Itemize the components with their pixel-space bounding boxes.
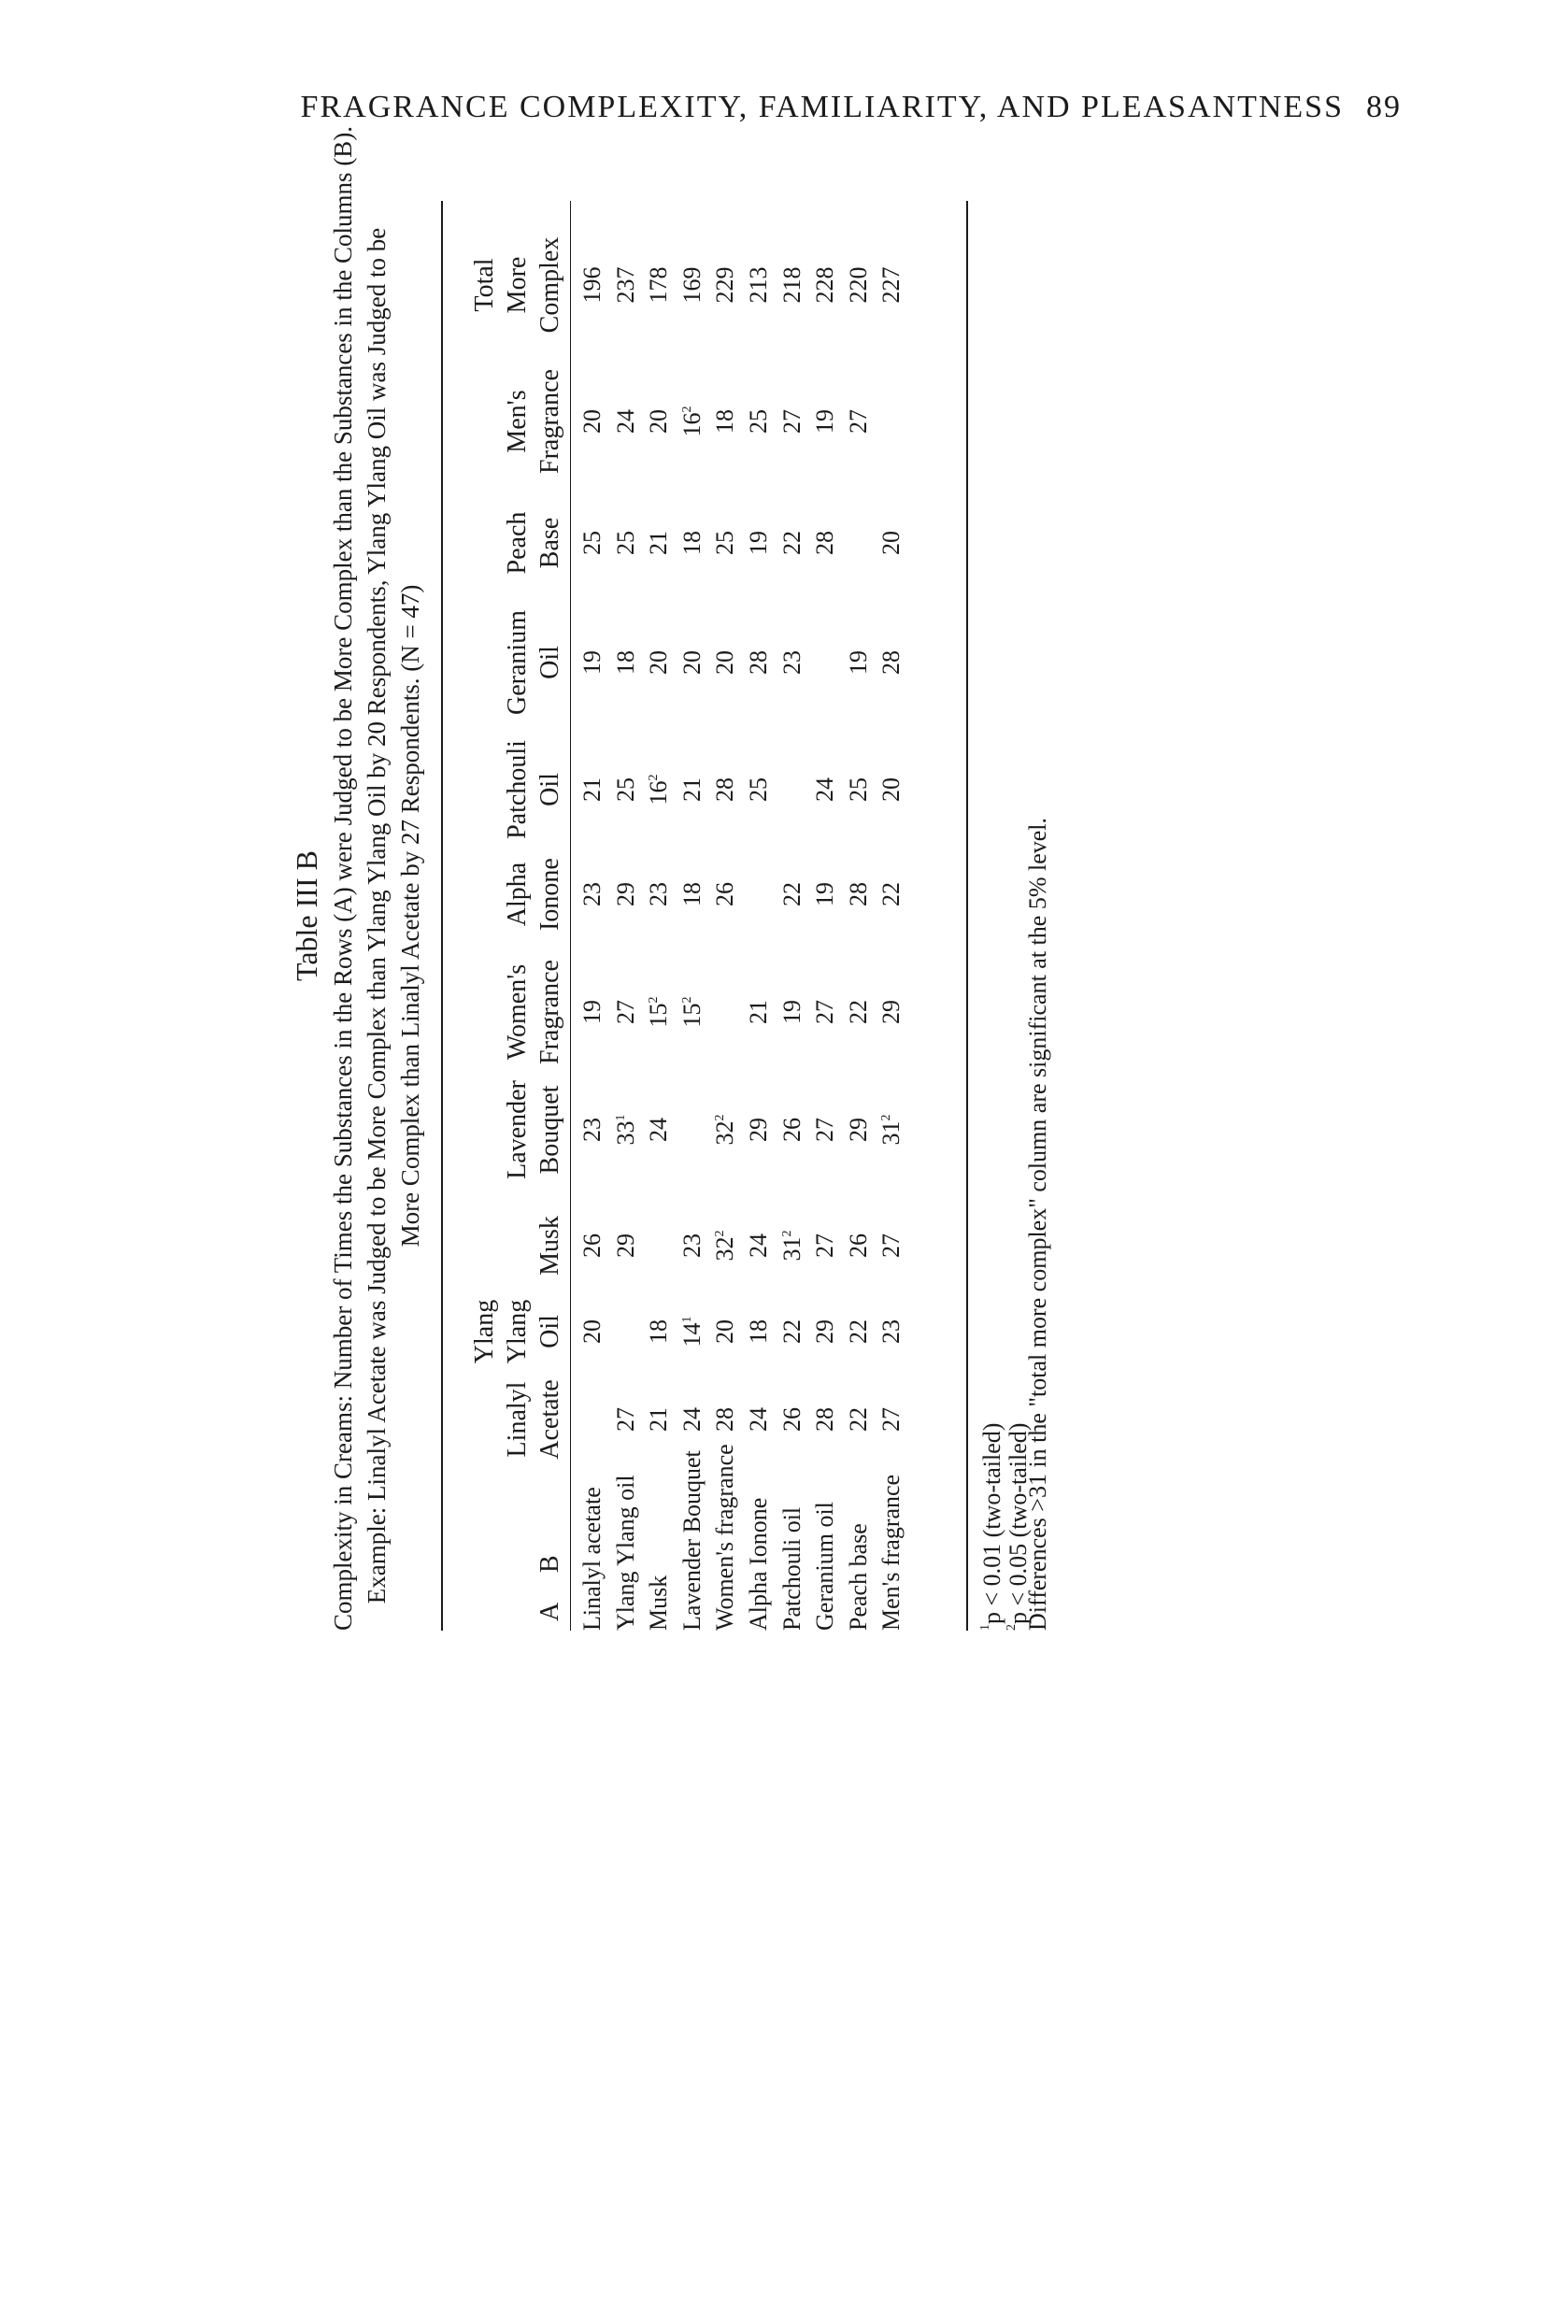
footnote-text: p < 0.01 (two-tailed) <box>978 1422 1005 1624</box>
cell-value: 27 <box>811 1000 839 1024</box>
table-cell <box>842 369 875 474</box>
column-header-line: Fragrance <box>535 369 564 474</box>
cell-value: 15 <box>645 1003 673 1028</box>
column-header-line: Acetate <box>535 1379 564 1460</box>
cell-value: 196 <box>578 266 606 304</box>
table-cell <box>808 960 841 1064</box>
cell-value: 18 <box>677 531 706 555</box>
cell-value: 29 <box>611 1233 639 1258</box>
table-cell <box>742 369 775 474</box>
table-caption-line: Example: Linalyl Acetate was Judged to be More Complex than Ylang Ylang Oil by 20 Respondents, Ylang Ylang Oil was Judged to be <box>363 227 391 1604</box>
table-cell <box>808 737 841 842</box>
table-cell <box>776 233 808 337</box>
row-label: Linalyl acetate <box>578 1487 606 1631</box>
cell-value: 21 <box>745 1000 772 1024</box>
column-header-line: Lavender <box>503 1080 532 1179</box>
table-cell <box>776 1193 808 1298</box>
column-header-line: Complex <box>535 236 564 334</box>
table-cell <box>776 960 808 1064</box>
cell-value: 23 <box>578 882 606 906</box>
table-cell <box>708 491 741 595</box>
corner-header <box>450 1472 566 1621</box>
column-header-line: Men's <box>503 390 532 453</box>
table-cell <box>609 369 642 474</box>
cell-value: 27 <box>611 1407 639 1432</box>
column-header-line: Linalyl <box>503 1381 532 1458</box>
row-label: Geranium oil <box>811 1502 839 1631</box>
table-cell <box>609 960 642 1064</box>
cell-value: 237 <box>611 266 639 304</box>
table-cell <box>676 233 708 337</box>
cell-value: 25 <box>578 531 606 555</box>
cell-value: 25 <box>611 777 639 802</box>
table-cell <box>875 842 907 947</box>
cell-value: 27 <box>844 409 872 434</box>
table-cell <box>776 369 808 474</box>
table-cell <box>708 610 741 715</box>
table-cell <box>576 233 608 337</box>
row-label: Alpha Ionone <box>745 1497 772 1631</box>
column-header <box>450 472 566 614</box>
table-cell <box>676 369 708 474</box>
row-label: Women's fragrance <box>711 1444 739 1631</box>
cell-value: 27 <box>611 1000 639 1024</box>
row-label: Lavender Bouquet <box>677 1450 706 1631</box>
table-cell <box>576 737 608 842</box>
cell-value: 20 <box>645 650 673 675</box>
cell-value: 23 <box>877 1319 905 1344</box>
column-header-line: Ylang <box>503 1299 532 1364</box>
cell-value: 24 <box>645 1118 673 1142</box>
significance-mark: 1 <box>613 1114 628 1121</box>
table-cell <box>776 610 808 715</box>
cell-value: 213 <box>745 266 772 304</box>
column-header-line: Oil <box>535 773 564 806</box>
cell-value: 28 <box>844 882 872 906</box>
table-cell <box>708 1193 741 1298</box>
table-caption-line: More Complex than Linalyl Acetate by 27 Respondents. (N = 47) <box>396 584 424 1248</box>
column-header-line: Women's <box>503 963 532 1061</box>
cell-value: 27 <box>877 1233 905 1258</box>
significance-mark: 2 <box>713 1230 728 1237</box>
cell-value: 33 <box>611 1120 639 1146</box>
column-header-line: Bouquet <box>535 1085 564 1175</box>
cell-value: 25 <box>745 409 772 434</box>
table-cell <box>842 960 875 1064</box>
table-cell <box>642 1077 675 1182</box>
cell-value: 26 <box>578 1233 606 1258</box>
cell-value: 18 <box>611 650 639 675</box>
table-cell <box>742 1077 775 1182</box>
cell-value: 14 <box>677 1322 706 1347</box>
cell-value: 20 <box>578 1319 606 1344</box>
column-header-line: Fragrance <box>535 960 564 1064</box>
cell-value: 27 <box>877 1407 905 1432</box>
table-cell <box>576 1193 608 1298</box>
cell-value: 20 <box>578 409 606 434</box>
cell-value: 22 <box>844 1000 872 1024</box>
significance-mark: 2 <box>879 1114 894 1121</box>
table-cell <box>642 233 675 337</box>
table-cell <box>676 491 708 595</box>
cell-value: 229 <box>711 266 739 304</box>
table-cell <box>808 1077 841 1182</box>
table-cell <box>676 1193 708 1298</box>
column-header-line: Ylang <box>470 1299 499 1364</box>
table-cell <box>642 737 675 842</box>
row-label: Musk <box>645 1575 673 1631</box>
cell-value: 21 <box>578 777 606 802</box>
cell-value: 20 <box>877 531 905 555</box>
cell-value: 22 <box>777 531 805 555</box>
table-cell <box>609 842 642 947</box>
cell-value: 23 <box>578 1118 606 1142</box>
cell-value: 24 <box>677 1407 706 1432</box>
cell-value: 21 <box>645 531 673 555</box>
cell-value: 27 <box>777 409 805 434</box>
table-cell <box>742 491 775 595</box>
cell-value: 28 <box>711 1407 739 1432</box>
cell-value: 20 <box>711 650 739 675</box>
cell-value: 32 <box>711 1120 739 1146</box>
table-cell <box>576 369 608 474</box>
column-header-line: Base <box>535 517 564 569</box>
table-bottom-rule <box>966 201 968 1631</box>
table-cell <box>576 842 608 947</box>
table-cell <box>708 369 741 474</box>
cell-value: 227 <box>877 266 905 304</box>
significance-mark: 2 <box>679 996 694 1004</box>
cell-value: 19 <box>578 650 606 675</box>
footnote <box>1022 201 1054 1631</box>
cell-value: 31 <box>877 1120 905 1146</box>
table-cell <box>676 960 708 1064</box>
cell-value: 25 <box>745 777 772 802</box>
significance-mark: 2 <box>647 996 662 1004</box>
table-cell <box>642 610 675 715</box>
cell-value: 15 <box>677 1003 706 1028</box>
cell-value: 29 <box>877 1000 905 1024</box>
table-cell <box>642 960 675 1064</box>
column-header-line: Geranium <box>503 610 532 715</box>
cell-value: 220 <box>844 266 872 304</box>
table-cell <box>776 842 808 947</box>
cell-value: 24 <box>811 777 839 802</box>
table-cell <box>808 842 841 947</box>
table-cell <box>875 233 907 337</box>
column-header-line: Oil <box>535 1315 564 1348</box>
footnote-text: p < 0.05 (two-tailed) <box>1005 1422 1032 1624</box>
table-cell <box>708 233 741 337</box>
table-cell <box>875 1077 907 1182</box>
column-header <box>450 350 566 492</box>
column-header <box>450 214 566 356</box>
cell-value: 24 <box>745 1233 772 1258</box>
table-cell <box>808 369 841 474</box>
cell-value: 19 <box>777 1000 805 1024</box>
table-cell <box>776 491 808 595</box>
footnote-text: Differences >31 in the "total more complex" column are significant at the 5% level. <box>1024 817 1051 1631</box>
table-cell <box>576 960 608 1064</box>
column-header <box>450 719 566 861</box>
footnote-mark: 2 <box>1005 1624 1019 1631</box>
cell-value: 27 <box>811 1233 839 1258</box>
cell-value: 18 <box>645 1319 673 1344</box>
cell-value: 32 <box>711 1236 739 1262</box>
cell-value: 18 <box>745 1319 772 1344</box>
cell-value: 24 <box>745 1407 772 1432</box>
significance-mark: 2 <box>679 406 694 413</box>
corner-b: B <box>535 1555 564 1573</box>
cell-value: 25 <box>611 531 639 555</box>
table-cell <box>609 610 642 715</box>
cell-value: 27 <box>811 1118 839 1142</box>
row-label: Peach base <box>844 1523 872 1631</box>
cell-value: 22 <box>877 882 905 906</box>
column-header-line: Peach <box>503 511 532 575</box>
table-top-rule <box>441 201 443 1631</box>
cell-value: 21 <box>677 777 706 802</box>
table-cell <box>875 491 907 595</box>
table-cell <box>742 960 775 1064</box>
cell-value: 28 <box>811 1407 839 1432</box>
cell-value: 28 <box>877 650 905 675</box>
table-cell <box>609 1077 642 1182</box>
table-cell <box>808 491 841 595</box>
table-cell <box>742 610 775 715</box>
table-caption-line: Complexity in Creams: Number of Times the Substances in the Rows (A) were Judged to be More Complex than the Substances in the Columns (B). <box>329 125 357 1631</box>
cell-value: 28 <box>711 777 739 802</box>
row-label: Patchouli oil <box>777 1506 805 1631</box>
significance-mark: 2 <box>713 1114 728 1121</box>
cell-value: 26 <box>844 1233 872 1258</box>
table-cell <box>742 1193 775 1298</box>
cell-value: 28 <box>745 650 772 675</box>
table-cell <box>842 842 875 947</box>
corner-a: A <box>535 1602 564 1621</box>
table-cell <box>609 737 642 842</box>
cell-value: 29 <box>811 1319 839 1344</box>
table-cell <box>842 737 875 842</box>
table-cell <box>642 369 675 474</box>
cell-value: 178 <box>645 266 673 304</box>
cell-value: 16 <box>677 412 706 437</box>
cell-value: 29 <box>611 882 639 906</box>
cell-value: 19 <box>811 882 839 906</box>
cell-value: 19 <box>578 1000 606 1024</box>
cell-value: 19 <box>811 409 839 434</box>
cell-value: 228 <box>811 266 839 304</box>
footnote-mark: 1 <box>978 1624 992 1631</box>
cell-value: 20 <box>677 650 706 675</box>
table-cell <box>808 1193 841 1298</box>
table-cell <box>842 1193 875 1298</box>
cell-value: 24 <box>611 409 639 434</box>
table-cell <box>875 1193 907 1298</box>
rotated-table <box>290 125 1051 1631</box>
table-label: Table III B <box>290 850 323 981</box>
running-head <box>0 90 1402 125</box>
table-cell <box>842 1077 875 1182</box>
cell-value: 26 <box>777 1118 805 1142</box>
table-cell <box>576 1077 608 1182</box>
cell-value: 169 <box>677 266 706 304</box>
column-header-line: Ionone <box>535 858 564 931</box>
column-header-line: Musk <box>535 1216 564 1276</box>
cell-value: 26 <box>777 1407 805 1432</box>
cell-value: 22 <box>844 1407 872 1432</box>
cell-value: 22 <box>777 882 805 906</box>
cell-value: 22 <box>844 1319 872 1344</box>
cell-value: 23 <box>777 650 805 675</box>
significance-mark: 2 <box>779 1230 794 1237</box>
cell-value: 18 <box>677 882 706 906</box>
cell-value: 19 <box>844 650 872 675</box>
column-header-line: More <box>503 256 532 314</box>
page-number: 89 <box>1366 90 1402 124</box>
cell-value: 20 <box>877 777 905 802</box>
table-cell <box>742 737 775 842</box>
row-label: Ylang Ylang oil <box>611 1475 639 1631</box>
table-cell <box>808 233 841 337</box>
column-header-line: Total <box>470 258 499 312</box>
column-header-line: Oil <box>535 646 564 679</box>
cell-value: 29 <box>844 1118 872 1142</box>
cell-value: 31 <box>777 1236 805 1262</box>
column-header-line: Alpha <box>503 862 532 927</box>
row-label: Men's fragrance <box>877 1474 905 1631</box>
table-cell <box>842 233 875 337</box>
table-cell <box>842 610 875 715</box>
cell-value: 20 <box>645 409 673 434</box>
table-cell <box>875 960 907 1064</box>
table-cell <box>609 1193 642 1298</box>
cell-value: 20 <box>711 1319 739 1344</box>
table-cell <box>642 842 675 947</box>
cell-value: 25 <box>711 531 739 555</box>
table-cell <box>776 1077 808 1182</box>
table-cell <box>676 610 708 715</box>
running-head-title: FRAGRANCE COMPLEXITY, FAMILIARITY, AND PLEASANTNESS <box>300 90 1344 124</box>
cell-value: 23 <box>677 1233 706 1258</box>
cell-value: 25 <box>844 777 872 802</box>
table-cell <box>642 491 675 595</box>
table-header-rule <box>570 201 571 1631</box>
table-cell <box>708 737 741 842</box>
cell-value: 26 <box>711 882 739 906</box>
cell-value: 23 <box>645 882 673 906</box>
significance-mark: 1 <box>679 1316 694 1323</box>
cell-value: 22 <box>777 1319 805 1344</box>
table-cell <box>642 1279 675 1384</box>
cell-value: 29 <box>745 1118 772 1142</box>
cell-value: 28 <box>811 531 839 555</box>
table-cell <box>576 491 608 595</box>
cell-value: 19 <box>745 531 772 555</box>
table-cell <box>609 1367 642 1472</box>
cell-value: 218 <box>777 266 805 304</box>
table-cell <box>676 737 708 842</box>
table-cell <box>609 233 642 337</box>
table-cell <box>875 737 907 842</box>
table-cell <box>708 842 741 947</box>
significance-mark: 2 <box>647 774 662 781</box>
table-cell <box>742 233 775 337</box>
cell-value: 18 <box>711 409 739 434</box>
table-cell <box>875 610 907 715</box>
table-cell <box>708 1077 741 1182</box>
table-cell <box>676 842 708 947</box>
table-cell <box>576 610 608 715</box>
cell-value: 21 <box>645 1407 673 1432</box>
table-cell <box>609 491 642 595</box>
cell-value: 16 <box>645 780 673 806</box>
column-header-line: Patchouli <box>503 740 532 839</box>
